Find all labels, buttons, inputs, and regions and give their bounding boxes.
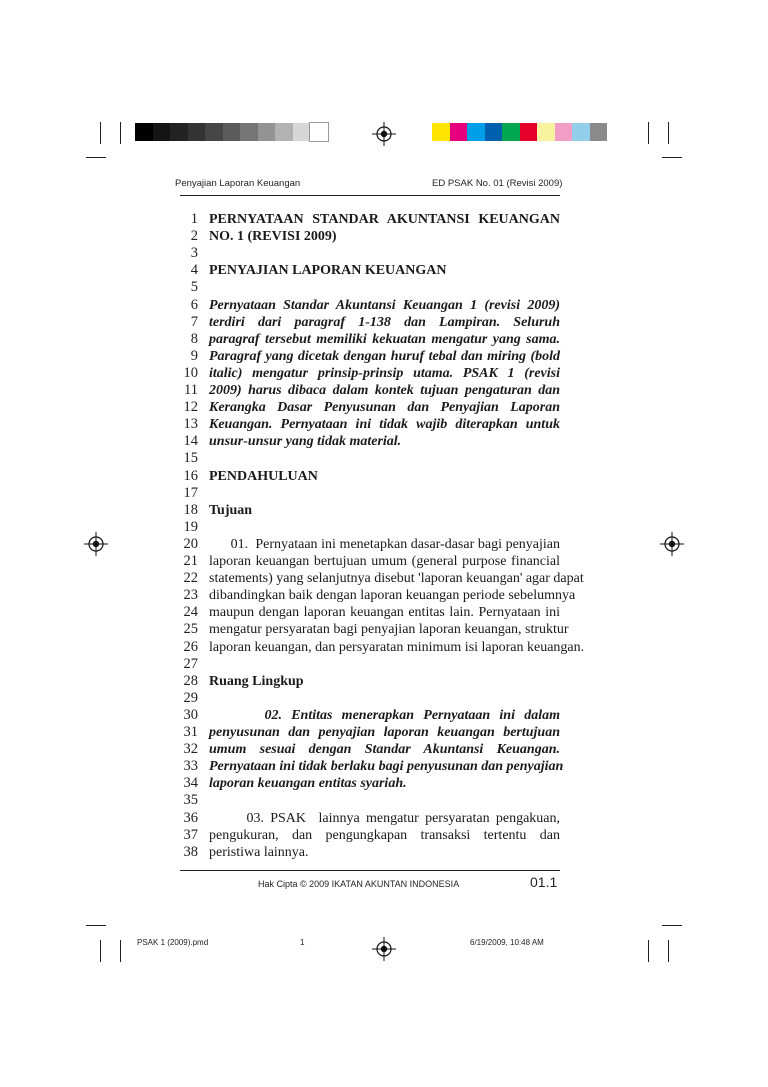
crop-mark	[86, 925, 106, 926]
color-swatch	[467, 123, 485, 141]
line-number: 25	[183, 621, 198, 638]
document-line	[160, 382, 560, 399]
line-text: Tujuan	[209, 502, 253, 518]
crop-mark	[662, 157, 682, 158]
line-number: 2	[190, 228, 198, 245]
document-line	[160, 553, 560, 570]
document-line	[160, 262, 560, 279]
line-text: pengukuran, dan pengungkapan transaksi tertentu dan	[209, 827, 560, 843]
color-swatch	[502, 123, 520, 141]
line-text: laporan keuangan entitas syariah.	[209, 776, 407, 792]
line-text: PERNYATAAN STANDAR AKUNTANSI KEUANGAN	[209, 212, 560, 227]
line-number: 33	[183, 758, 198, 775]
document-line	[160, 587, 576, 604]
line-number: 23	[183, 587, 198, 604]
gray-swatch	[275, 123, 293, 141]
gray-swatch	[205, 123, 223, 141]
document-line	[160, 433, 560, 450]
gray-swatch	[240, 123, 258, 141]
line-number: 36	[183, 809, 198, 826]
color-swatch	[555, 123, 573, 141]
line-number: 10	[183, 364, 198, 381]
line-number: 20	[183, 535, 198, 552]
document-line	[160, 758, 564, 775]
document-line	[160, 690, 560, 707]
document-line	[160, 656, 560, 673]
registration-mark-icon	[84, 532, 108, 556]
line-number: 26	[183, 638, 198, 655]
line-number: 32	[183, 741, 198, 758]
line-text: PENYAJIAN LAPORAN KEUANGAN	[209, 263, 447, 279]
registration-mark-icon	[660, 532, 684, 556]
document-line	[160, 827, 560, 844]
line-text: Paragraf yang dicetak dengan huruf tebal dan miring (bold	[209, 348, 560, 364]
document-line	[160, 314, 560, 331]
gray-swatch	[188, 123, 206, 141]
color-calibration-bar	[432, 123, 607, 141]
slug-timestamp: 6/19/2009, 10:48 AM	[470, 938, 544, 947]
line-number: 1	[190, 211, 198, 227]
line-text: Pernyataan Standar Akuntansi Keuangan 1 (revisi 2009)	[209, 297, 560, 313]
document-line	[160, 399, 560, 416]
document-line	[160, 536, 560, 553]
line-number: 13	[183, 416, 198, 433]
color-swatch	[432, 123, 450, 141]
gray-swatch	[153, 123, 171, 141]
line-number: 22	[183, 570, 198, 587]
crop-mark	[100, 940, 101, 962]
line-number: 30	[183, 706, 198, 723]
document-line	[160, 297, 560, 314]
line-number: 17	[183, 484, 198, 501]
line-text: 01. Pernyataan ini menetapkan dasar-dasar bagi penyajian	[209, 536, 560, 552]
line-number: 27	[183, 655, 198, 672]
document-line	[160, 775, 560, 792]
gray-swatch	[310, 123, 328, 141]
document-line	[160, 621, 569, 638]
line-number: 5	[190, 279, 198, 296]
registration-mark-icon	[372, 937, 396, 961]
gray-swatch	[258, 123, 276, 141]
running-header-right: ED PSAK No. 01 (Revisi 2009)	[432, 178, 563, 189]
line-number: 6	[190, 296, 198, 313]
document-line	[160, 416, 560, 433]
crop-mark	[668, 940, 669, 962]
crop-mark	[662, 925, 682, 926]
line-number: 12	[183, 399, 198, 416]
document-line	[160, 450, 560, 467]
color-swatch	[520, 123, 538, 141]
color-swatch	[590, 123, 608, 141]
line-number: 3	[190, 245, 198, 262]
slug-filename: PSAK 1 (2009).pmd	[137, 938, 209, 947]
line-text: 02. Entitas menerapkan Pernyataan ini dalam	[209, 707, 560, 723]
line-number: 15	[183, 450, 198, 467]
document-line	[160, 485, 560, 502]
document-line	[160, 844, 560, 861]
crop-mark	[648, 940, 649, 962]
line-text: statements) yang selanjutnya disebut 'laporan keuangan' agar dapat	[209, 571, 584, 587]
line-text: mengatur persyaratan bagi penyajian laporan keuangan, struktur	[209, 622, 569, 638]
running-header-left: Penyajian Laporan Keuangan	[175, 178, 301, 189]
line-number: 8	[190, 330, 198, 347]
document-line	[160, 245, 560, 262]
gray-swatch	[135, 123, 153, 141]
line-number: 14	[183, 433, 198, 450]
document-line	[160, 570, 584, 587]
page-number: 01.1	[530, 874, 558, 890]
document-line	[160, 331, 560, 348]
document-line	[160, 792, 560, 809]
line-number: 31	[183, 724, 198, 740]
line-number: 29	[183, 689, 198, 706]
line-text: 2009) harus dibaca dalam kontek tujuan pengaturan dan	[209, 383, 560, 398]
document-line	[160, 741, 560, 758]
line-text: Pernyataan ini tidak berlaku bagi penyusunan dan penyajian	[209, 759, 564, 775]
crop-mark	[120, 940, 121, 962]
line-number: 37	[183, 826, 198, 843]
line-number: 28	[183, 672, 198, 689]
document-line	[160, 724, 560, 741]
document-line	[160, 604, 560, 621]
document-line	[160, 638, 585, 656]
document-line	[160, 279, 560, 296]
gray-swatch	[170, 123, 188, 141]
line-number: 34	[183, 775, 198, 792]
line-number: 38	[183, 843, 198, 860]
gray-swatch	[293, 123, 311, 141]
crop-mark	[100, 122, 101, 144]
document-line	[160, 228, 560, 245]
document-line	[160, 468, 560, 485]
line-number: 4	[190, 262, 198, 279]
crop-mark	[668, 122, 669, 144]
footer-rule	[180, 870, 560, 871]
line-number: 9	[190, 347, 198, 364]
document-line	[160, 519, 560, 536]
color-swatch	[537, 123, 555, 141]
crop-mark	[648, 122, 649, 144]
line-text: Keuangan. Pernyataan ini tidak wajib diterapkan untuk	[209, 417, 560, 433]
document-line	[160, 502, 560, 519]
line-number: 24	[183, 604, 198, 621]
line-number: 16	[183, 467, 198, 484]
document-line	[160, 707, 560, 724]
gray-swatch	[223, 123, 241, 141]
line-text: penyusunan dan penyajian laporan keuangan bertujuan	[209, 725, 560, 740]
line-number: 35	[183, 792, 198, 809]
line-number: 19	[183, 518, 198, 535]
line-text: maupun dengan laporan keuangan entitas lain. Pernyataan ini	[209, 605, 560, 621]
line-text: unsur-unsur yang tidak material.	[209, 434, 402, 450]
document-line	[160, 810, 560, 827]
color-swatch	[572, 123, 590, 141]
slug-page: 1	[300, 938, 305, 947]
copyright-notice: Hak Cipta © 2009 IKATAN AKUNTAN INDONESIA	[258, 879, 460, 889]
line-text: 03. PSAK lainnya mengatur persyaratan pengakuan,	[209, 810, 560, 826]
line-text: peristiwa lainnya.	[209, 844, 309, 860]
line-text: paragraf tersebut memiliki kekuatan mengatur yang sama.	[209, 331, 560, 347]
document-line	[160, 211, 560, 228]
color-swatch	[485, 123, 503, 141]
line-text: Kerangka Dasar Penyusunan dan Penyajian Laporan	[209, 400, 560, 416]
line-number: 11	[184, 382, 198, 398]
color-swatch	[450, 123, 468, 141]
line-text: PENDAHULUAN	[209, 468, 318, 484]
line-text: italic) mengatur prinsip-prinsip utama. PSAK 1 (revisi	[209, 365, 560, 381]
line-number: 21	[183, 553, 198, 569]
line-text: terdiri dari paragraf 1-138 dan Lampiran. Seluruh	[209, 314, 560, 330]
line-text: NO. 1 (REVISI 2009)	[209, 229, 337, 245]
header-rule	[180, 195, 560, 196]
line-text: umum sesuai dengan Standar Akuntansi Keuangan.	[209, 742, 560, 758]
document-line	[160, 348, 560, 365]
crop-mark	[86, 157, 106, 158]
document-line	[160, 673, 560, 690]
line-text: Ruang Lingkup	[209, 673, 304, 689]
line-text: dibandingkan baik dengan laporan keuangan periode sebelumnya	[209, 588, 576, 604]
document-line	[160, 365, 560, 382]
gray-calibration-bar	[135, 123, 328, 141]
line-text: laporan keuangan, dan persyaratan minimum isi laporan keuangan.	[209, 639, 585, 655]
line-number: 7	[190, 313, 198, 330]
line-number: 18	[183, 501, 198, 518]
line-text: laporan keuangan bertujuan umum (general purpose financial	[209, 554, 560, 569]
registration-mark-icon	[372, 122, 396, 146]
crop-mark	[120, 122, 121, 144]
